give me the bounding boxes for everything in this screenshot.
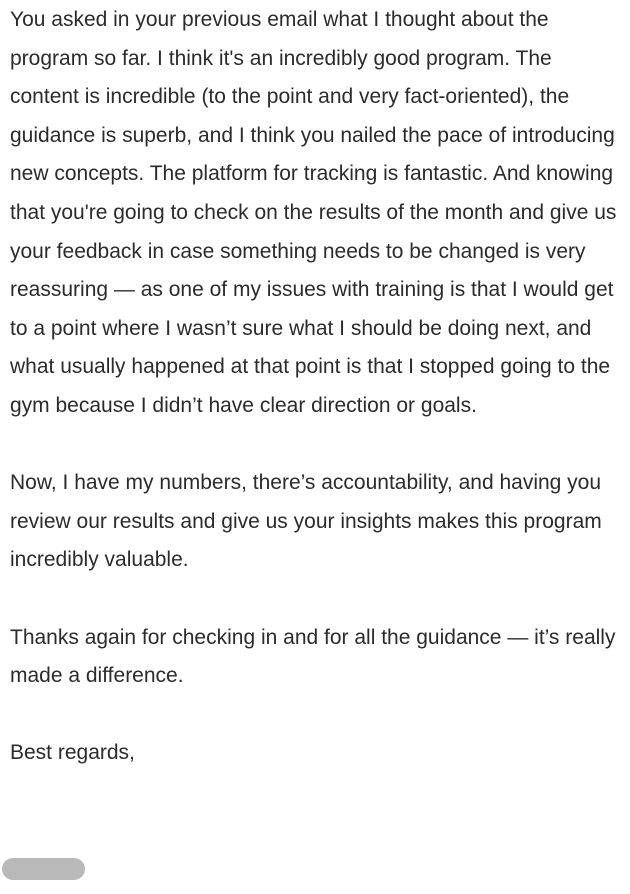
email-closing: Best regards, <box>10 741 135 765</box>
email-body <box>10 1 626 773</box>
redacted-signature-name <box>2 858 85 880</box>
email-paragraph: Now, I have my numbers, there’s accountability, and having you review our results and give us your insights makes this program incredibly valuable. <box>10 471 602 572</box>
email-paragraph: You asked in your previous email what I thought about the program so far. I think it's an incredibly good program. The content is incredible (to the point and very fact-oriented), the guidance is superb, and I think you nailed the pace of introducing new concepts. The platform for tracking is fantastic. And knowing that you're going to check on the results of the month and give us your feedback in case something needs to be changed is very reassuring — as one of my issues with training is that I would get to a point where I wasn’t sure what I should be doing next, and what usually happened at that point is that I stopped going to the gym because I didn’t have clear direction or goals. <box>10 8 617 417</box>
email-paragraph: Thanks again for checking in and for all the guidance — it’s really made a difference. <box>10 625 616 688</box>
